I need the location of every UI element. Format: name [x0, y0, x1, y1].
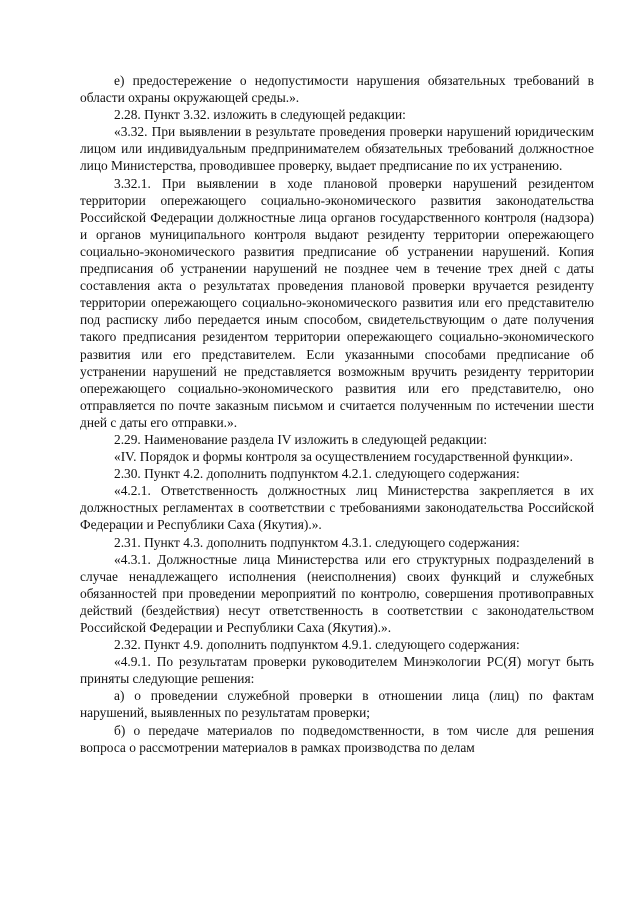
paragraph-2-31: 2.31. Пункт 4.3. дополнить подпунктом 4.3.1. следующего содержания:	[114, 534, 520, 550]
paragraph-4-9-1: «4.9.1. По результатам проверки руководителем Минэкологии РС(Я) могут быть приняты следующие решения:	[80, 654, 594, 687]
paragraph-3-32: «3.32. При выявлении в результате проведения проверки нарушений юридическим лицом или индивидуальным предпринимателем обязательных требований должностное лицо Министерства, проводившее проверку, выдает предписание по их устранению.	[80, 124, 594, 174]
paragraph-item-e: е) предостережение о недопустимости нарушения обязательных требований в области охраны окружающей среды.».	[80, 73, 594, 106]
paragraph-4-3-1: «4.3.1. Должностные лица Министерства или его структурных подразделений в случае ненадлежащего исполнения (неисполнения) своих функций и служебных обязанностей при проведении мероприятий по контролю, совершения противоправных действий (бездействия) несут ответственность в соответствии с законодательством Российской Федерации и Республики Саха (Якутия).».	[80, 551, 594, 635]
paragraph-3-32-1: 3.32.1. При выявлении в ходе плановой проверки нарушений резидентом территории опережающего социально-экономического развития законодательства Российской Федерации должностные лица органов государственного контроля (надзора) и органов муниципального контроля выдают резиденту территории опережающего социально-экономического развития предписание об устранении нарушений. Копия предписания об устранении нарушений не позднее чем в течение трех дней с даты составления акта о результатах проведения плановой проверки вручается резиденту территории опережающего социально-экономического развития или его представителю под расписку либо передается иным способом, свидетельствующим о дате получения такого предписания резидентом территории опережающего социально-экономического развития или его представителем. Если указанными способами предписание об устранении нарушений не представляется возможным вручить резиденту территории опережающего социально-экономического развития или его представителю, оно отправляется по почте заказным письмом и считается полученным по истечении шести дней с даты его отправки.».	[80, 175, 594, 430]
paragraph-4-2-1: «4.2.1. Ответственность должностных лиц Министерства закрепляется в их должностных регламентах в соответствии с требованиями законодательства Российской Федерации и Республики Саха (Якутия).».	[80, 483, 594, 533]
paragraph-2-28: 2.28. Пункт 3.32. изложить в следующей редакции:	[114, 107, 406, 123]
paragraph-2-32: 2.32. Пункт 4.9. дополнить подпунктом 4.9.1. следующего содержания:	[114, 637, 520, 653]
paragraph-item-a: а) о проведении служебной проверки в отношении лица (лиц) по фактам нарушений, выявленных по результатам проверки;	[80, 688, 594, 721]
paragraph-2-30: 2.30. Пункт 4.2. дополнить подпунктом 4.2.1. следующего содержания:	[114, 466, 520, 482]
paragraph-section-iv-title: «IV. Порядок и формы контроля за осуществлением государственной функции».	[114, 449, 574, 465]
paragraph-2-29: 2.29. Наименование раздела IV изложить в следующей редакции:	[114, 431, 488, 447]
document-page	[80, 72, 594, 756]
paragraph-item-b: б) о передаче материалов по подведомственности, в том числе для решения вопроса о рассмотрении материалов в рамках производства по делам	[80, 722, 594, 755]
